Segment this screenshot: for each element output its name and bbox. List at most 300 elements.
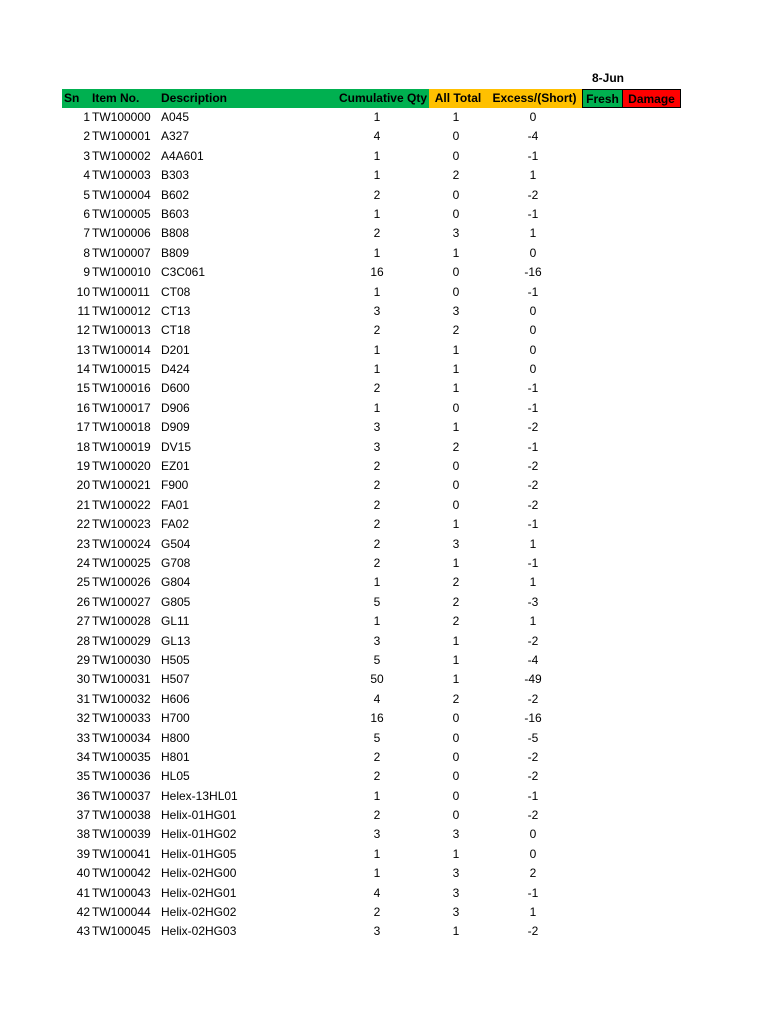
row-excess-short: -2 [527, 478, 539, 493]
row-all-total: 0 [452, 206, 460, 221]
row-item-no: TW100014 [92, 342, 151, 357]
row-item-no: TW100024 [92, 536, 151, 551]
row-description: B809 [161, 245, 190, 260]
date-label: 8-Jun [592, 71, 625, 85]
table-row [62, 690, 582, 709]
row-cumulative-qty: 1 [373, 614, 381, 629]
row-cumulative-qty: 2 [373, 459, 381, 474]
row-all-total: 0 [452, 711, 460, 726]
row-excess-short: -1 [527, 148, 539, 163]
row-item-no: TW100022 [92, 497, 151, 512]
row-description: Helex-13HL01 [161, 788, 238, 803]
row-sn: 43 [76, 924, 90, 939]
row-excess-short: -2 [527, 420, 539, 435]
row-cumulative-qty: 2 [373, 187, 381, 202]
row-item-no: TW100007 [92, 245, 151, 260]
row-all-total: 2 [452, 439, 460, 454]
row-excess-short: -1 [527, 284, 539, 299]
table-row [62, 438, 582, 457]
row-cumulative-qty: 2 [373, 381, 381, 396]
row-cumulative-qty: 5 [373, 594, 381, 609]
row-description: CT18 [161, 323, 191, 338]
row-description: A327 [161, 129, 190, 144]
table-row [62, 283, 582, 302]
row-all-total: 3 [452, 866, 460, 881]
row-item-no: TW100038 [92, 808, 151, 823]
row-description: CT08 [161, 284, 191, 299]
row-item-no: TW100023 [92, 517, 151, 532]
row-sn: 7 [83, 226, 90, 241]
row-cumulative-qty: 3 [373, 303, 381, 318]
row-excess-short: -2 [527, 749, 539, 764]
row-sn: 2 [83, 129, 90, 144]
row-item-no: TW100016 [92, 381, 151, 396]
row-item-no: TW100004 [92, 187, 151, 202]
row-cumulative-qty: 1 [373, 168, 381, 183]
row-all-total: 0 [452, 478, 460, 493]
row-sn: 3 [83, 148, 90, 163]
row-item-no: TW100044 [92, 905, 151, 920]
row-item-no: TW100005 [92, 206, 151, 221]
row-cumulative-qty: 2 [373, 517, 381, 532]
table-row [62, 496, 582, 515]
row-cumulative-qty: 1 [373, 866, 381, 881]
row-sn: 27 [76, 614, 90, 629]
row-cumulative-qty: 1 [373, 400, 381, 415]
table-row [62, 825, 582, 844]
table-row [62, 767, 582, 786]
row-excess-short: -2 [527, 924, 539, 939]
row-description: B303 [161, 168, 190, 183]
row-sn: 13 [76, 342, 90, 357]
row-cumulative-qty: 3 [373, 827, 381, 842]
row-excess-short: 1 [529, 226, 537, 241]
row-description: D600 [161, 381, 190, 396]
row-all-total: 1 [452, 846, 460, 861]
row-all-total: 1 [452, 652, 460, 667]
table-row [62, 903, 582, 922]
row-all-total: 0 [452, 459, 460, 474]
row-item-no: TW100028 [92, 614, 151, 629]
row-sn: 30 [76, 672, 90, 687]
row-item-no: TW100020 [92, 459, 151, 474]
row-excess-short: 0 [529, 362, 537, 377]
row-item-no: TW100041 [92, 846, 151, 861]
row-description: FA01 [161, 497, 190, 512]
row-all-total: 1 [452, 110, 460, 124]
row-excess-short: 0 [529, 110, 537, 124]
row-all-total: 0 [452, 749, 460, 764]
row-excess-short: -1 [527, 400, 539, 415]
row-all-total: 0 [452, 148, 460, 163]
row-sn: 6 [83, 206, 90, 221]
table-row [62, 535, 582, 554]
row-all-total: 3 [452, 536, 460, 551]
table-row [62, 612, 582, 631]
row-item-no: TW100029 [92, 633, 151, 648]
row-cumulative-qty: 3 [373, 924, 381, 939]
row-description: C3C061 [161, 265, 206, 280]
row-all-total: 2 [452, 691, 460, 706]
row-excess-short: -1 [527, 517, 539, 532]
row-all-total: 3 [452, 303, 460, 318]
row-description: B602 [161, 187, 190, 202]
row-item-no: TW100010 [92, 265, 151, 280]
row-excess-short: 1 [529, 575, 537, 590]
header-fresh: Fresh [582, 89, 623, 108]
row-description: G804 [161, 575, 191, 590]
row-all-total: 0 [452, 730, 460, 745]
data-rows [62, 108, 582, 942]
row-cumulative-qty: 4 [373, 691, 381, 706]
row-excess-short: -4 [527, 652, 539, 667]
row-item-no: TW100034 [92, 730, 151, 745]
row-description: Helix-01HG02 [161, 827, 237, 842]
row-cumulative-qty: 1 [373, 284, 381, 299]
row-sn: 9 [83, 265, 90, 280]
table-row [62, 554, 582, 573]
table-row [62, 166, 582, 185]
row-description: B808 [161, 226, 190, 241]
row-excess-short: 1 [529, 168, 537, 183]
row-description: EZ01 [161, 459, 190, 474]
row-all-total: 1 [452, 517, 460, 532]
row-excess-short: -1 [527, 381, 539, 396]
row-item-no: TW100043 [92, 885, 151, 900]
row-all-total: 3 [452, 905, 460, 920]
row-excess-short: -5 [527, 730, 539, 745]
row-item-no: TW100012 [92, 303, 151, 318]
row-cumulative-qty: 1 [373, 148, 381, 163]
row-cumulative-qty: 2 [373, 555, 381, 570]
row-sn: 33 [76, 730, 90, 745]
row-all-total: 1 [452, 381, 460, 396]
row-sn: 20 [76, 478, 90, 493]
row-item-no: TW100037 [92, 788, 151, 803]
row-item-no: TW100000 [92, 110, 151, 124]
row-description: FA02 [161, 517, 190, 532]
row-description: Helix-02HG01 [161, 885, 237, 900]
row-all-total: 2 [452, 575, 460, 590]
table-row [62, 321, 582, 340]
table-row [62, 379, 582, 398]
row-excess-short: 0 [529, 846, 537, 861]
row-item-no: TW100001 [92, 129, 151, 144]
row-excess-short: -49 [524, 672, 542, 687]
row-sn: 24 [76, 555, 90, 570]
row-description: GL11 [161, 614, 190, 629]
table-row [62, 748, 582, 767]
row-description: HL05 [161, 769, 190, 784]
row-all-total: 1 [452, 672, 460, 687]
row-sn: 19 [76, 459, 90, 474]
table-row [62, 593, 582, 612]
row-cumulative-qty: 2 [373, 536, 381, 551]
row-cumulative-qty: 4 [373, 129, 381, 144]
row-excess-short: -16 [524, 265, 542, 280]
row-sn: 15 [76, 381, 90, 396]
row-all-total: 2 [452, 594, 460, 609]
row-sn: 32 [76, 711, 90, 726]
table-row [62, 341, 582, 360]
row-excess-short: -1 [527, 555, 539, 570]
row-excess-short: -2 [527, 769, 539, 784]
header-item-no: Item No. [90, 89, 160, 108]
row-excess-short: -2 [527, 497, 539, 512]
row-all-total: 0 [452, 769, 460, 784]
row-cumulative-qty: 1 [373, 206, 381, 221]
row-sn: 29 [76, 652, 90, 667]
row-description: H700 [161, 711, 190, 726]
row-excess-short: -2 [527, 459, 539, 474]
row-all-total: 0 [452, 129, 460, 144]
row-description: H606 [161, 691, 190, 706]
row-item-no: TW100042 [92, 866, 151, 881]
row-description: A4A601 [161, 148, 204, 163]
row-all-total: 0 [452, 788, 460, 803]
row-cumulative-qty: 3 [373, 420, 381, 435]
row-cumulative-qty: 3 [373, 439, 381, 454]
row-description: A045 [161, 110, 190, 124]
row-excess-short: 1 [529, 614, 537, 629]
row-item-no: TW100032 [92, 691, 151, 706]
row-item-no: TW100027 [92, 594, 151, 609]
row-cumulative-qty: 16 [370, 265, 384, 280]
row-all-total: 2 [452, 323, 460, 338]
row-excess-short: 2 [529, 866, 537, 881]
row-description: G708 [161, 555, 191, 570]
row-all-total: 0 [452, 808, 460, 823]
row-excess-short: -4 [527, 129, 539, 144]
row-excess-short: 0 [529, 323, 537, 338]
row-cumulative-qty: 16 [370, 711, 384, 726]
row-all-total: 0 [452, 187, 460, 202]
row-all-total: 1 [452, 924, 460, 939]
table-row [62, 302, 582, 321]
row-description: F900 [161, 478, 189, 493]
row-excess-short: -2 [527, 808, 539, 823]
row-description: D424 [161, 362, 190, 377]
row-cumulative-qty: 2 [373, 323, 381, 338]
header-all-total: All Total [429, 89, 487, 108]
table-row [62, 186, 582, 205]
row-excess-short: -2 [527, 187, 539, 202]
header-description: Description [160, 89, 329, 108]
row-sn: 26 [76, 594, 90, 609]
row-sn: 17 [76, 420, 90, 435]
table-row [62, 651, 582, 670]
row-sn: 10 [76, 284, 90, 299]
row-description: G805 [161, 594, 191, 609]
row-excess-short: 0 [529, 342, 537, 357]
row-item-no: TW100036 [92, 769, 151, 784]
row-sn: 36 [76, 788, 90, 803]
row-excess-short: -1 [527, 788, 539, 803]
row-item-no: TW100039 [92, 827, 151, 842]
row-excess-short: -1 [527, 206, 539, 221]
row-sn: 4 [83, 168, 90, 183]
row-excess-short: 1 [529, 536, 537, 551]
row-item-no: TW100026 [92, 575, 151, 590]
row-description: H801 [161, 749, 190, 764]
table-row [62, 884, 582, 903]
table-row [62, 573, 582, 592]
header-cumulative-qty: Cumulative Qty [329, 89, 429, 108]
table-row [62, 418, 582, 437]
row-cumulative-qty: 50 [370, 672, 384, 687]
row-sn: 35 [76, 769, 90, 784]
row-sn: 23 [76, 536, 90, 551]
row-item-no: TW100013 [92, 323, 151, 338]
row-description: H507 [161, 672, 190, 687]
row-description: G504 [161, 536, 191, 551]
row-item-no: TW100011 [92, 284, 150, 299]
row-sn: 21 [76, 497, 90, 512]
table-row [62, 632, 582, 651]
row-description: Helix-02HG00 [161, 866, 237, 881]
row-description: D201 [161, 342, 190, 357]
row-all-total: 2 [452, 168, 460, 183]
row-all-total: 1 [452, 362, 460, 377]
row-item-no: TW100045 [92, 924, 151, 939]
row-sn: 5 [83, 187, 90, 202]
row-cumulative-qty: 5 [373, 730, 381, 745]
row-all-total: 2 [452, 614, 460, 629]
row-sn: 42 [76, 905, 90, 920]
table-row [62, 670, 582, 689]
header-sn: Sn [62, 89, 90, 108]
row-cumulative-qty: 2 [373, 808, 381, 823]
row-sn: 25 [76, 575, 90, 590]
row-all-total: 0 [452, 497, 460, 512]
table-row [62, 729, 582, 748]
header-excess-short: Excess/(Short) [487, 89, 582, 108]
row-cumulative-qty: 2 [373, 905, 381, 920]
row-cumulative-qty: 3 [373, 633, 381, 648]
row-cumulative-qty: 1 [373, 245, 381, 260]
row-cumulative-qty: 2 [373, 478, 381, 493]
row-sn: 39 [76, 846, 90, 861]
row-sn: 18 [76, 439, 90, 454]
row-all-total: 0 [452, 284, 460, 299]
row-sn: 11 [77, 303, 90, 318]
row-cumulative-qty: 2 [373, 497, 381, 512]
row-all-total: 0 [452, 265, 460, 280]
row-description: H505 [161, 652, 190, 667]
row-description: DV15 [161, 439, 192, 454]
header-row [62, 89, 682, 108]
row-description: D909 [161, 420, 190, 435]
row-description: Helix-01HG05 [161, 846, 237, 861]
row-item-no: TW100019 [92, 439, 151, 454]
row-all-total: 0 [452, 400, 460, 415]
row-description: Helix-02HG03 [161, 924, 237, 939]
row-sn: 14 [76, 362, 90, 377]
row-item-no: TW100017 [92, 400, 151, 415]
row-all-total: 3 [452, 226, 460, 241]
table-row [62, 806, 582, 825]
header-damage: Damage [623, 89, 681, 108]
row-description: H800 [161, 730, 190, 745]
row-all-total: 1 [452, 342, 460, 357]
table-row [62, 399, 582, 418]
row-cumulative-qty: 2 [373, 226, 381, 241]
row-description: Helix-02HG02 [161, 905, 237, 920]
row-description: B603 [161, 206, 190, 221]
table-row [62, 108, 582, 127]
row-sn: 12 [76, 323, 90, 338]
table-row [62, 709, 582, 728]
row-item-no: TW100033 [92, 711, 151, 726]
row-sn: 40 [76, 866, 90, 881]
row-sn: 41 [76, 885, 90, 900]
row-item-no: TW100021 [92, 478, 151, 493]
row-cumulative-qty: 5 [373, 652, 381, 667]
row-sn: 38 [76, 827, 90, 842]
row-cumulative-qty: 1 [373, 575, 381, 590]
row-cumulative-qty: 1 [373, 110, 381, 124]
table-row [62, 922, 582, 941]
row-sn: 34 [76, 749, 90, 764]
table-row [62, 244, 582, 263]
table-row [62, 476, 582, 495]
row-item-no: TW100030 [92, 652, 151, 667]
table-row [62, 515, 582, 534]
row-item-no: TW100031 [92, 672, 151, 687]
row-cumulative-qty: 2 [373, 749, 381, 764]
row-sn: 37 [76, 808, 90, 823]
row-cumulative-qty: 2 [373, 769, 381, 784]
row-excess-short: 1 [529, 905, 537, 920]
row-cumulative-qty: 1 [373, 846, 381, 861]
row-sn: 28 [76, 633, 90, 648]
table-row [62, 457, 582, 476]
row-sn: 1 [83, 110, 90, 124]
row-cumulative-qty: 1 [373, 788, 381, 803]
row-all-total: 3 [452, 827, 460, 842]
table-row [62, 845, 582, 864]
row-item-no: TW100003 [92, 168, 151, 183]
row-excess-short: -1 [527, 439, 539, 454]
row-item-no: TW100025 [92, 555, 151, 570]
table-row [62, 360, 582, 379]
row-item-no: TW100002 [92, 148, 151, 163]
row-description: D906 [161, 400, 190, 415]
row-item-no: TW100018 [92, 420, 151, 435]
row-excess-short: -3 [527, 594, 539, 609]
row-item-no: TW100015 [92, 362, 151, 377]
row-all-total: 1 [452, 555, 460, 570]
row-description: CT13 [161, 303, 191, 318]
row-all-total: 1 [452, 633, 460, 648]
row-item-no: TW100006 [92, 226, 151, 241]
row-excess-short: 0 [529, 303, 537, 318]
table-row [62, 127, 582, 146]
row-cumulative-qty: 4 [373, 885, 381, 900]
row-excess-short: -16 [524, 711, 542, 726]
row-description: GL13 [161, 633, 191, 648]
table-row [62, 224, 582, 243]
row-all-total: 3 [452, 885, 460, 900]
row-excess-short: 0 [529, 245, 537, 260]
row-sn: 31 [76, 691, 90, 706]
row-sn: 16 [76, 400, 90, 415]
row-item-no: TW100035 [92, 749, 151, 764]
row-excess-short: 0 [529, 827, 537, 842]
table-row [62, 864, 582, 883]
row-description: Helix-01HG01 [161, 808, 237, 823]
row-sn: 8 [83, 245, 90, 260]
